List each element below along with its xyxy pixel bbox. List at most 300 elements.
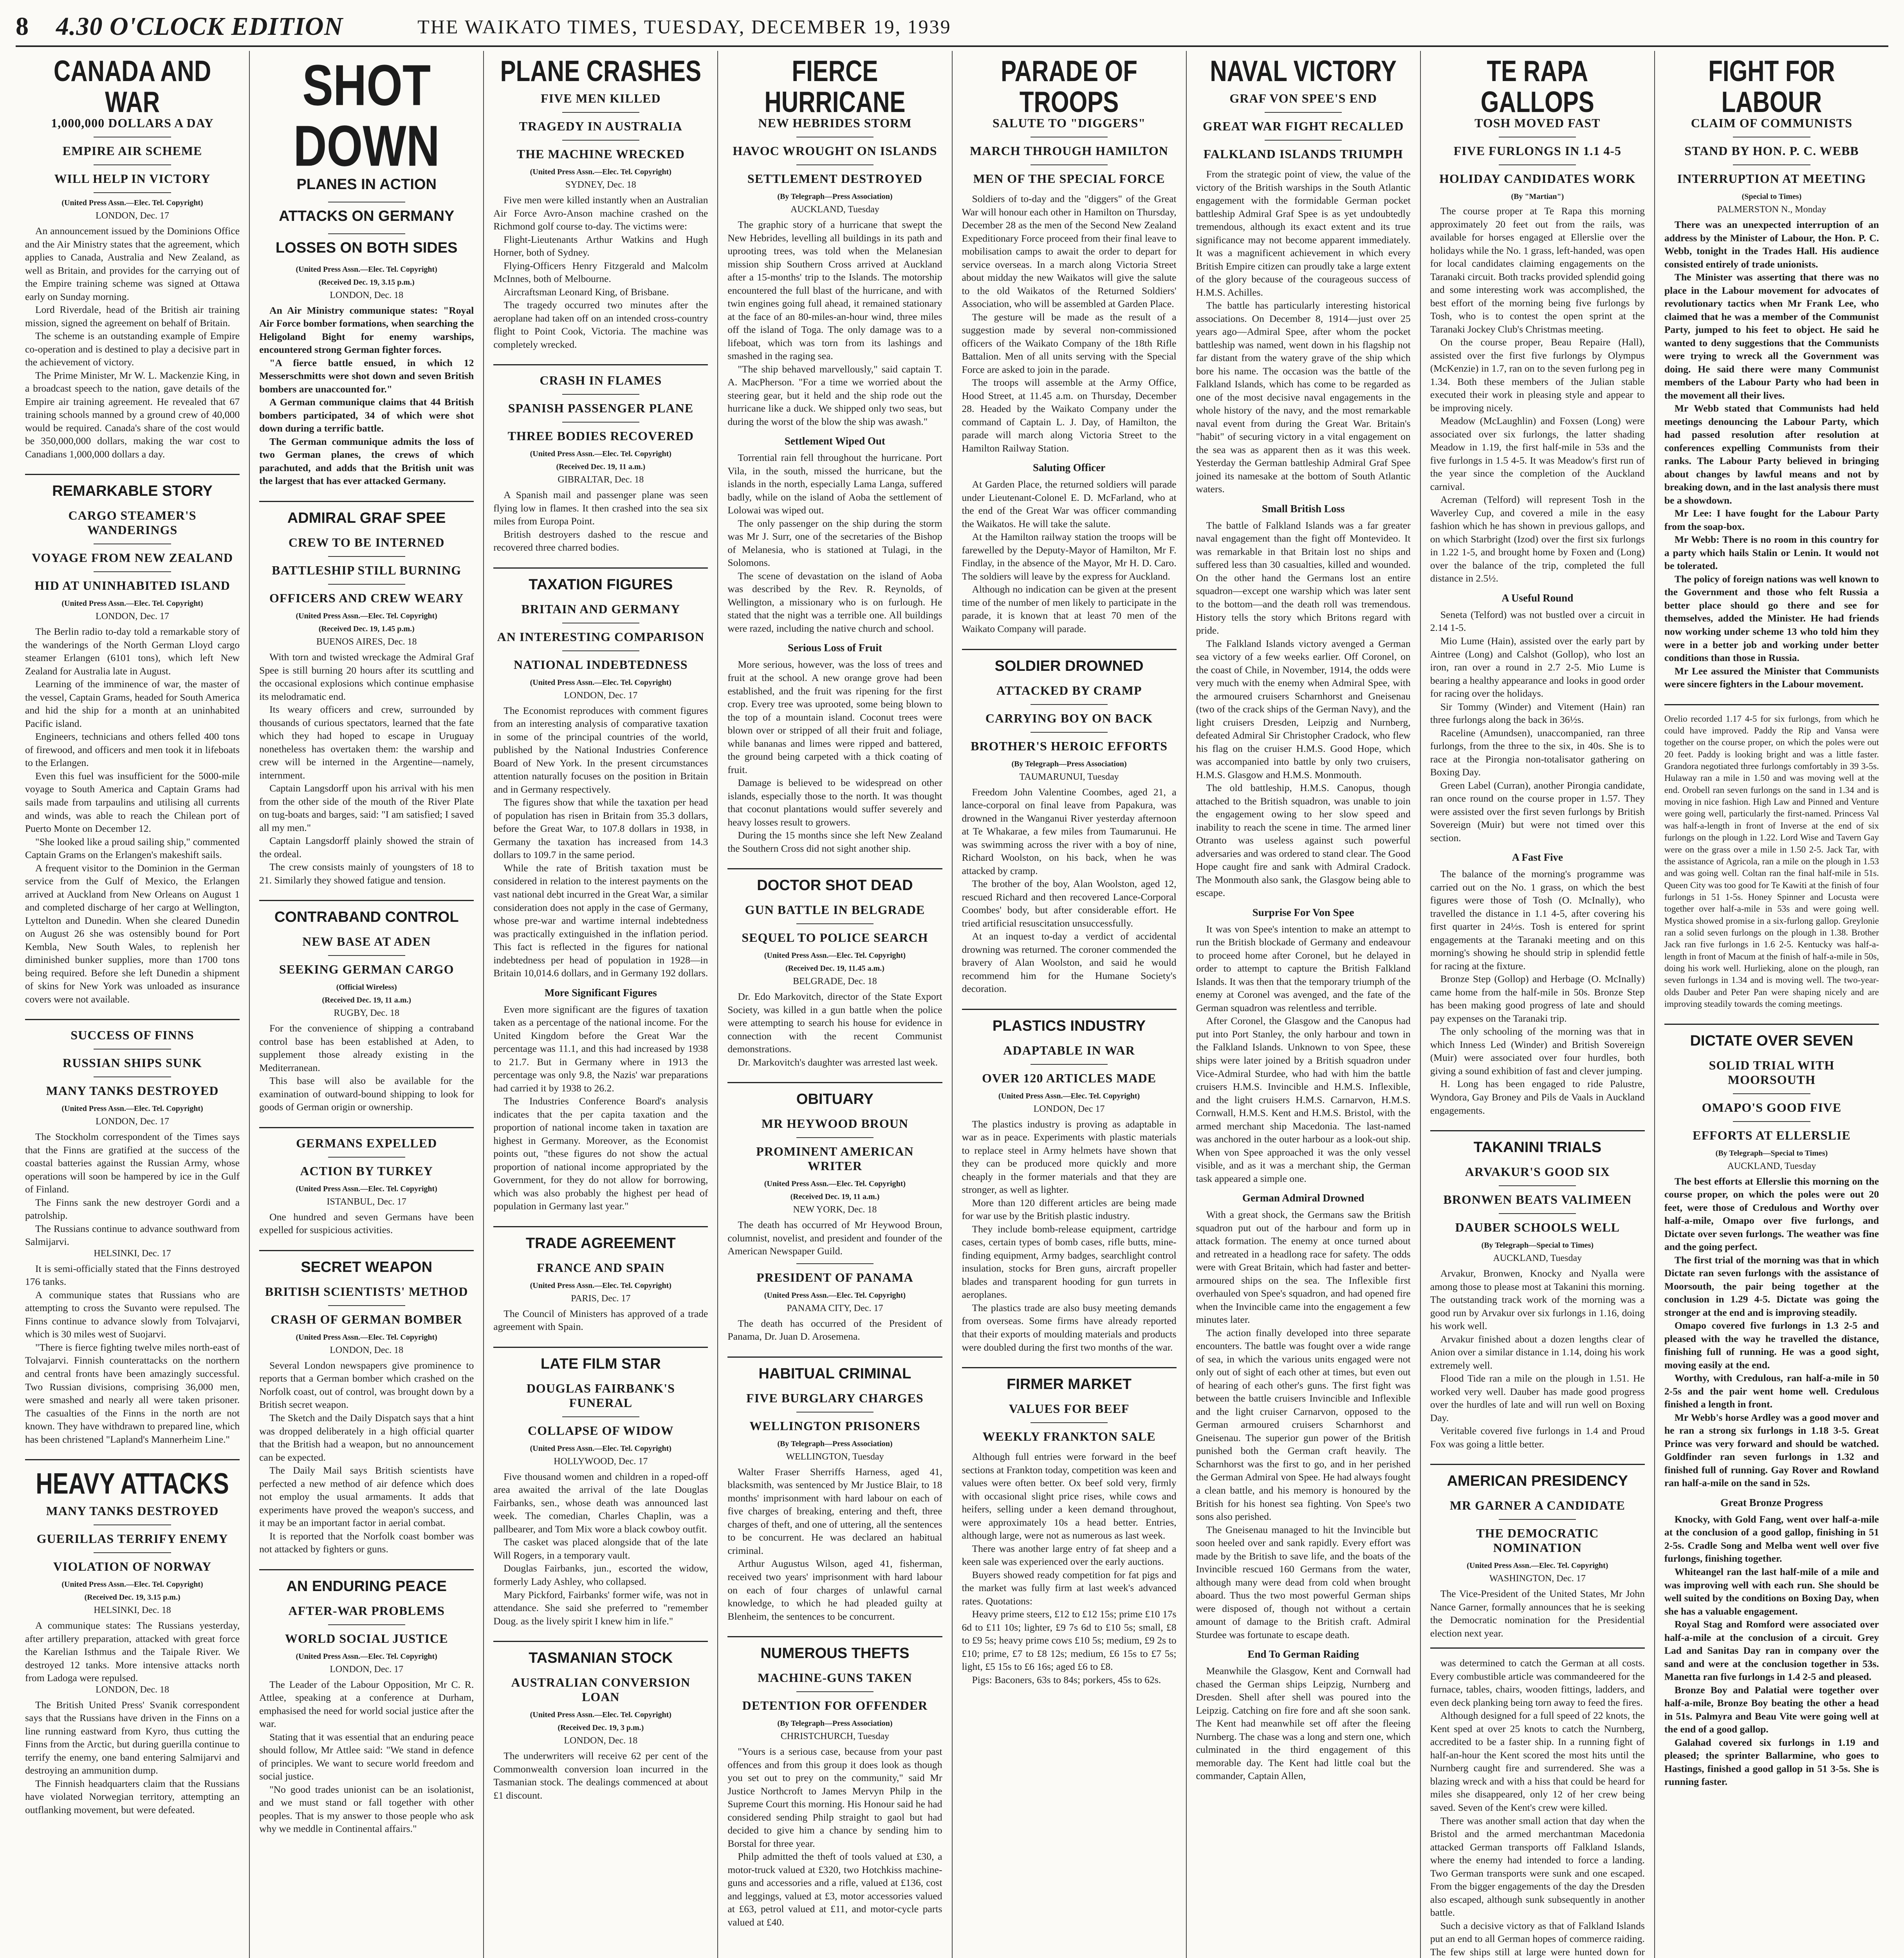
deck: MR HEYWOOD BROUN <box>761 1116 908 1131</box>
paragraph: Douglas Fairbanks, jun., escorted the widow, formerly Lady Ashley, who collapsed. <box>493 1562 708 1587</box>
story-body <box>727 990 942 1069</box>
divider <box>94 164 171 165</box>
story-american-presidency <box>1430 1473 1645 1958</box>
divider <box>562 112 639 113</box>
dateline: PALMERSTON N., Monday <box>1717 204 1826 215</box>
racing-results-continued: Orelio recorded 1.17 4-5 for six furlongs, from which he could have improved. Paddy the Rip and Vansa were together on the course proper, on which the poles were out 20 feet. Paddy is looking bright and was a little faster. Grandora negotiated three furlongs comfortably in 39 3-5s. Hulaway ran a mile in 1.50 and was moving well at the end. Orobell ran seven furlongs on the sand in 1.34 and is moving in nice fashion. High Law and Pinned and Venture were going well, particularly the first-named. Princess Val was half-a-length in front of Inverse at the end of six furlongs on the plough in 1.22. Lord Wise and Tavern Gay were on the grass over a mile in 1.50 2-5. Jack Tar, with the assistance of Agricola, ran a mile on the plough in 1.53 and was going well. Coltan ran the final half-mile in 51s. Queen City was too good for Te Kawiti at the finish of four furlongs in 51 1-5s. Honey Spinner and Locusta were together over half-a-mile in 53s and were going well. Mystica showed promise in a six-furlong gallop. Greylonie ran a solid seven furlongs on the plough in 1.38. Brother Jack ran five furlongs in 1.6 2-5. Kentucky was half-a-length in front of Macum at the finish of half-a-mile in 50s, doing his work well. Hurlieking, alone on the plough, ran seven furlongs in 1.34 and is moving well. The two-year-olds Dauber and Peter Pan were shaping nicely and are improving steadily towards the coming meetings. <box>1664 713 1879 1009</box>
paragraph: The only passenger on the ship during the storm was Mr J. Surr, one of the secretaries of the Bishop of Melanesia, who is stationed at Tulagi, in the Solomons. <box>727 517 942 569</box>
deck: MEN OF THE SPECIAL FORCE <box>973 172 1165 186</box>
paragraph: Meadow (McLaughlin) and Foxsen (Long) were associated over six furlongs, the latter shading Meadow in 1.19, the first half-mile in 53s and the five furlongs in 1.5 4-5. It was Meadow's first run of the year since the completion of the Auckland carnival. <box>1430 415 1645 492</box>
dateline: ISTANBUL, Dec. 17 <box>327 1196 406 1207</box>
divider <box>328 233 405 234</box>
paragraph: Worthy, with Credulous, ran half-a-mile in 50 2-5s and the pair went home well. Credulous finished a length in front. <box>1664 1372 1879 1410</box>
divider <box>1031 732 1108 733</box>
subheading: Surprise For Von Spee <box>1252 906 1354 918</box>
divider <box>328 556 405 557</box>
paragraph: The death has occurred of the President of Panama, Dr. Juan D. Arosemena. <box>727 1317 942 1342</box>
paragraph: Green Label (Curran), another Pirongia candidate, ran once round on the course proper in 1.57. They were assisted over the first seven furlongs by British Sovereign (Muir) but were not timed over this section. <box>1430 779 1645 844</box>
credit-line: (United Press Assn.—Elec. Tel. Copyright) <box>998 1091 1140 1100</box>
story-body <box>493 488 708 554</box>
headline: OBITUARY <box>796 1091 873 1108</box>
paragraph: Acreman (Telford) will represent Tosh in the Waverley Cup, and covered a mile in the easy fashion which he has shown in previous gallops, and on which Starbright (Izod) over the first six furlongs in 1.22 1-5, and brought home by Foxen and (Long) over the balance of the trip, completed the full distance in 2.5½. <box>1430 494 1645 584</box>
divider <box>94 1552 171 1553</box>
divider <box>1031 1422 1108 1423</box>
divider <box>493 1226 708 1227</box>
divider <box>1664 704 1879 705</box>
paragraph: The Finnish headquarters claim that the Russians have violated Norwegian territory, attempting an outflanking movement, but were defeated. <box>25 1777 240 1815</box>
paragraph: The Finns sank the new destroyer Gordi and a patrolship. <box>25 1196 240 1221</box>
divider <box>1031 164 1108 165</box>
divider <box>962 1367 1177 1368</box>
paragraph: Its weary officers and crew, surrounded by thousands of curious spectators, learned that the fate which they had hoped to escape in Uruguay nonetheless has overtaken them: the warship and crew will be interned in the Argentine—namely, internment. <box>259 704 474 781</box>
paragraph: With torn and twisted wreckage the Admiral Graf Spee is still burning 20 hours after its scuttling and the occasional explosions which continue emphasise its melodramatic end. <box>259 651 474 702</box>
paragraph: The policy of foreign nations was well known to the Government and those who felt Russia a better place should go there and see for themselves, added the Minister. He had friends now working under scheme 13 who told him they were in a better job and working under better conditions than those in Russia. <box>1664 573 1879 664</box>
deck: WEEKLY FRANKTON SALE <box>982 1429 1156 1444</box>
divider <box>328 955 405 956</box>
divider <box>1664 1024 1879 1025</box>
paragraph: The German communique admits the loss of two German planes, the crews of which parachuted, and adds that the British unit was the largest that has ever attacked Germany. <box>259 435 474 487</box>
story-fierce-hurricane <box>727 56 942 855</box>
story-body <box>1664 218 1879 691</box>
column-5 <box>953 51 1187 1958</box>
paragraph: During the 15 months since she left New Zealand the Southern Cross did not sight another ship. <box>727 829 942 854</box>
deck: CRASH OF GERMAN BOMBER <box>271 1312 462 1326</box>
subheading: A Useful Round <box>1502 592 1574 604</box>
paragraph: The course proper at Te Rapa this morning approximately 20 feet out from the rails, was available for horses engaged at Ellerslie over the holidays while the No. 1 grass, left-handed, was open for local candidates claiming engagements on the Taranaki circuit. Both tracks provided splendid going and some interesting work was accomplished, the best effort of the morning being five furlongs by Tosh, who is to contest the open sprint at the Taranaki Jockey Club's Christmas meeting. <box>1430 205 1645 335</box>
credit-line: (United Press Assn.—Elec. Tel. Copyright) <box>296 1333 437 1342</box>
deck: BROTHER'S HEROIC EFFORTS <box>971 739 1168 753</box>
paragraph: Arthur Augustus Wilson, aged 41, fisherman, received two years' imprisonment with hard labour on each of four charges of unlawful carnal knowledge, to which he had pleaded guilty at Blenheim, the sentences to be concurrent. <box>727 1558 942 1622</box>
paragraph: The crew consists mainly of youngsters of 18 to 21. Similarly they showed fatigue and tension. <box>259 861 474 886</box>
paragraph: While the rate of British taxation must be considered in relation to the interest payments on the vast national debt incurred in the Great War, a similar consideration does not apply in the case of Germany, whose pre-war and wartime internal indebtedness was practically extinguished in the inflation period. This fact is reflected in the figures for national indebtedness per head of population in 1928—in Britain 10,014.6 dollars, and in Germany 192 dollars. <box>493 862 708 979</box>
deck: PRESIDENT OF PANAMA <box>756 1270 913 1284</box>
paragraph: The casket was placed alongside that of the late Will Rogers, in a temporary vault. <box>493 1536 708 1561</box>
deck: GUERILLAS TERRIFY ENEMY <box>36 1532 228 1546</box>
paragraph: Omapo covered five furlongs in 1.3 2-5 and pleased with the way he travelled the distance, finishing full of running. He was a good sight, moving easily at the end. <box>1664 1320 1879 1371</box>
headline: NAVAL VICTORY <box>1210 54 1397 88</box>
headline: SUCCESS OF FINNS <box>70 1028 194 1042</box>
divider <box>25 1459 240 1460</box>
dateline: BUENOS AIRES, Dec. 18 <box>316 637 417 647</box>
headline: DOCTOR SHOT DEAD <box>757 877 913 894</box>
story-trade-agreement <box>493 1235 708 1333</box>
dateline: CHRISTCHURCH, Tuesday <box>780 1731 890 1742</box>
story-body <box>1430 1587 1645 1640</box>
paragraph: The balance of the morning's programme was carried out on the No. 1 grass, on which the best figures were those of Tosh (O. McInally), who travelled the distance in 1.1 4-5, after covering his first quarter in 24½s. Tosh is entered for sprint engagements at the Taranaki meeting and on this morning's showing he should strip in splendid fettle for racing at the fixture. <box>1430 868 1645 972</box>
subheading: German Admiral Drowned <box>1242 1192 1364 1204</box>
story-body <box>493 1307 708 1333</box>
headline: FIGHT FOR LABOUR <box>1708 54 1835 118</box>
deck: EFFORTS AT ELLERSLIE <box>1693 1128 1851 1142</box>
divider <box>25 474 240 475</box>
paragraph: Aircraftsman Leonard King, of Brisbane. <box>504 286 669 298</box>
deck: RUSSIAN SHIPS SUNK <box>63 1056 202 1070</box>
paragraph: There was another small action that day when the Bristol and the armed merchantman Macedonia attacked German transports off Falkland Islands, where the enemy had intended to force a landing. Two German transports were sunk and one escaped. From the bigger engagements of the day the Dresden also escaped, although sunk subsequently in another battle. <box>1430 1815 1645 1918</box>
paragraph: The graphic story of a hurricane that swept the New Hebrides, levelling all buildings in its path and uprooting trees, was told when the Melanesian mission ship Southern Cross arrived at Auckland after a 15-months' trip to the Islands. The motorship encountered the full blast of the hurricane, and with twin engines going full ahead, it remained stationary at the face of an 80-miles-an-hour wind, three miles off the island of Toga. The only damage was to a lifeboat, which was torn from its lashings and smashed in the raging sea. <box>727 219 942 362</box>
dateline: LONDON, Dec. 17 <box>96 211 170 221</box>
dateline: LONDON, Dec. 17 <box>330 1664 404 1674</box>
divider <box>1031 704 1108 705</box>
story-body <box>493 193 708 351</box>
paragraph: From the strategic point of view, the value of the victory of the British warships in the South Atlantic engagement with the formidable German pocket battleship Admiral Graf Spee is as yet undoubtedly tremendous, although its exact extent and its true significance may not become apparent immediately. It was a magnificent achievement in which every British Empire citizen can proudly take a large extent of the glory because of the courageous success of H.M.S. Achilles. <box>1196 168 1411 298</box>
paragraph: The battle of Falkland Islands was a far greater naval engagement than the fight off Montevideo. It was remarkable in that Britain lost no ships and suffered less than 30 casualties, killed and wounded. On the other hand the Germans lost an entire squadron—except one warship which was later sent to the bottom—and the death roll was tremendous. History tells the story which Britons regard with pride. <box>1196 519 1411 636</box>
headline: SHOT DOWN <box>293 53 440 179</box>
divider <box>1499 1185 1576 1186</box>
divider <box>328 1624 405 1625</box>
divider <box>796 164 873 165</box>
divider <box>1733 1093 1810 1094</box>
paragraph: Soldiers of to-day and the "diggers" of the Great War will honour each other in Hamilton on Thursday, December 28 as the men of the Second New Zealand Expeditionary Force proceed from their final leave to mobilisation camps to await the order to depart for service overseas. In a march along Victoria Street about midday the new Waikatos will give the salute to the old Waikatos of the Returned Soldiers' Association, who will be assembled at Garden Place. <box>962 193 1177 310</box>
deck: HAVOC WROUGHT ON ISLANDS <box>733 144 937 158</box>
paragraph: The British United Press' Svanik correspondent says that the Russians have driven in the Finns on a line running eastward from Kyro, thus cutting the Finns from the Arctic, but during guerilla continue to terrify the enemy, one band entering Salmijarvi and destroying an ammunition dump. <box>25 1699 240 1776</box>
deck: FALKLAND ISLANDS TRIUMPH <box>1203 147 1403 161</box>
paragraph: At the Hamilton railway station the troops will be farewelled by the Deputy-Mayor of Hamilton, Mr F. Findlay, in the absence of the Mayor, Mr H. D. Caro. The soldiers will leave by the express for Auckland. <box>962 531 1177 582</box>
story-graf-spee <box>259 510 474 887</box>
story-enduring-peace <box>259 1578 474 1835</box>
story-body <box>1430 204 1645 1117</box>
paragraph: The gesture will be made as the result of a suggestion made by several non-commissioned officers of the Waikato Company of the 18th Rifle Battalion. Men of all units serving with the Special Force are asked to join in the parade. <box>962 311 1177 375</box>
deck: OFFICERS AND CREW WEARY <box>269 591 464 605</box>
paragraph: An Air Ministry communique states: "Royal Air Force bomber formations, when searching the Heligoland Bight for enemy warships, encountered strong German fighter forces. <box>259 304 474 356</box>
deck: FIVE MEN KILLED <box>541 91 661 105</box>
paragraph: Dr. Markovitch's daughter was arrested last week. <box>738 1056 938 1068</box>
story-body <box>25 224 240 461</box>
paragraph: The Falkland Islands victory avenged a German sea victory of a few weeks earlier. Off Coronel, on the coast of Chile, in November, 1914, the odds were very much with the enemy when Admiral Spee, with the armoured cruisers Scharnhorst and Gneisenau (two of the crack ships of the German Navy), and the light cruisers Dresden, Leipzig and Nurnberg, defeated Admiral Sir Christopher Cradock, who flew his flag on the cruiser H.M.S. Good Hope, which was accompanied into battle by only two cruisers, H.M.S. Glasgow and H.M.S. Monmouth. <box>1196 638 1411 780</box>
received-line: (Received Dec. 19, 11 a.m.) <box>556 462 646 471</box>
story-numerous-thefts <box>727 1645 942 1929</box>
deck: EMPIRE AIR SCHEME <box>62 144 202 158</box>
credit-line: (United Press Assn.—Elec. Tel. Copyright) <box>61 199 203 207</box>
divider <box>1733 164 1810 165</box>
dateline: LONDON, Dec 17 <box>1033 1104 1105 1114</box>
deck: LOSSES ON BOTH SIDES <box>275 239 458 256</box>
subheading: Saluting Officer <box>1032 462 1106 474</box>
dateline: RUGBY, Dec. 18 <box>334 1008 399 1019</box>
divider <box>328 1157 405 1158</box>
story-body <box>493 1749 708 1802</box>
paragraph: Five thousand women and children in a roped-off area awaited the arrival of the late Douglas Fairbanks, sen., whose death was announced last week. The comedian, Charles Chaplin, was a pallbearer, and Tom Mix wore a black cowboy outfit. <box>493 1470 708 1535</box>
paragraph: British destroyers dashed to the rescue and recovered three charred bodies. <box>493 528 708 553</box>
headline: REMARKABLE STORY <box>52 483 213 500</box>
headline: DICTATE OVER SEVEN <box>1690 1032 1853 1049</box>
deck: OMAPO'S GOOD FIVE <box>1702 1100 1842 1114</box>
dateline: HELSINKI, Dec. 18 <box>94 1605 171 1616</box>
divider <box>562 140 639 141</box>
paragraph: Walter Fraser Sherriffs Harness, aged 41, blacksmith, was sentenced by Mr Justice Blair, to 18 months' imprisonment with hard labour on each of five charges of breaking, entering and theft, three charges of theft, and one of uttering, all the sentences to be concurrent. He was declared an habitual criminal. <box>727 1466 942 1556</box>
paragraph: "The ship behaved marvellously," said captain T. A. MacPherson. "For a time we worried about the steering gear, but it held and the ship rode out the hurricane like a duck. We shipped only two seas, but during the worst of the blow the ship was awash." <box>727 363 942 427</box>
headline: AMERICAN PRESIDENCY <box>1447 1473 1628 1490</box>
credit-line: (United Press Assn.—Elec. Tel. Copyright) <box>764 1291 906 1300</box>
divider <box>1265 112 1342 113</box>
paragraph: Royal Stag and Romford were associated over half-a-mile at the conclusion of a circuit. Grey Lad and Sanitas Day ran in company over the sand and were at the conclusion together in 53s. Manetta ran five furlongs in 1.4 2-5 and pleased. <box>1664 1618 1879 1683</box>
deck: SOLID TRIAL WITH MOORSOUTH <box>1709 1058 1835 1087</box>
paragraph: was determined to catch the German at all costs. Every combustible article was commandeered for the furnace, tables, chairs, wooden fittings, ladders, and even deck planking being torn away to feed the fires. <box>1430 1657 1645 1708</box>
deck: OVER 120 ARTICLES MADE <box>982 1071 1157 1085</box>
column-8 <box>1655 51 1888 1958</box>
paragraph: It is reported that the Norfolk coast bomber was not attacked by fighters or guns. <box>259 1530 474 1555</box>
divider <box>727 868 942 869</box>
deck: THREE BODIES RECOVERED <box>507 429 694 443</box>
dateline: GIBRALTAR, Dec. 18 <box>558 475 644 485</box>
paragraph: The Economist reproduces with comment figures from an interesting analysis of comparative taxation in some of the principal countries of the world, published by the National Industries Conference Board of New York. In the present circumstances attention naturally focuses on the position in Britain and in Germany respectively. <box>493 704 708 795</box>
dateline: HELSINKI, Dec. 17 <box>94 1248 171 1259</box>
divider <box>493 1641 708 1642</box>
divider <box>562 650 639 651</box>
deck: BRITAIN AND GERMANY <box>521 601 680 616</box>
paragraph: Buyers showed ready competition for fat pigs and the market was fully firm at last week's advanced rates. Quotations: <box>962 1569 1177 1607</box>
paragraph: The brother of the boy, Alan Woolston, aged 12, rescued Richard and then recovered Lance-Corporal Coombes' body, but after considerable effort. He tried artificial resuscitation unsuccessfully. <box>962 878 1177 929</box>
headline: SECRET WEAPON <box>301 1259 433 1275</box>
deck: ACTION BY TURKEY <box>300 1163 433 1178</box>
paragraph: Although full entries were forward in the beef sections at Frankton today, competition was keen and values were often better. Ox beef sold very, firmly with occasional slight price rises, while cows and heifers, selling under a keen demand throughout, were approximately 10s a head better. Entries, although large, were not as numerous as last week. <box>962 1451 1177 1541</box>
news-columns <box>16 51 1888 1958</box>
paragraph: Philp admitted the theft of tools valued at £30, a motor-truck valued at £320, two Hotchkiss machine-guns and accessories and a rifle, valued at £136, cost and leggings, valued at £3, motor accessories valued at £63, petrol valued at £11, and motor-cycle parts valued at £40. <box>727 1851 942 1928</box>
paragraph: The action finally developed into three separate encounters. The battle was fought over a wide range of sea, in which the various units engaged were not only out of sight of each other at times, but even out of hearing of each other's guns. The first fight was between the battle cruisers Invincible and Inflexible and the light cruiser Carnarvon, opposed to the German armoured cruisers Scharnhorst and Gneisenau. The superior gun power of the British punished both the German craft heavily. The Scharnhorst was the first to go, and in her perished the German Admiral von Spee. He had always fought a clean battle, and his memory is honoured by the British for his honest sea fighting. Von Spee's two sons also perished. <box>1196 1327 1411 1523</box>
headline: TAXATION FIGURES <box>529 576 673 593</box>
credit-line: (By Telegraph—Press Association) <box>777 1439 893 1448</box>
deck: BRITISH SCIENTISTS' METHOD <box>265 1284 468 1299</box>
credit-line: (Special to Times) <box>1742 192 1802 201</box>
paragraph: At Garden Place, the returned soldiers will parade under Lieutenant-Colonel E. D. McFarland, who at the end of the Great War was officer commanding the Waikatos. He will take the salute. <box>962 479 1177 529</box>
paragraph: One hundred and seven Germans have been expelled for suspicious activities. <box>259 1211 474 1236</box>
paragraph: The Leader of the Labour Opposition, Mr C. R. Attlee, speaking at a conference at Durham, emphasised the need for world social justice after the war. <box>259 1678 474 1730</box>
divider <box>259 900 474 901</box>
story-naval-victory <box>1196 56 1411 1783</box>
credit-line: (United Press Assn.—Elec. Tel. Copyright) <box>530 678 671 687</box>
paragraph: The Minister was asserting that there was no place in the Labour movement for advocates of revolutionary tactics when Mr Frank Lee, who claimed that he was a member of the Communist Party, jumped to his feet to object. He said he wanted to deny suggestions that the Communists were trying to wreck all the Government was doing. He said there were many Communist members of the Labour Party who had been in the movement all their lives. <box>1664 271 1879 401</box>
divider <box>727 1357 942 1358</box>
deck: VOYAGE FROM NEW ZEALAND <box>32 551 233 565</box>
story-body <box>1196 168 1411 1783</box>
dateline: NEW YORK, Dec. 18 <box>793 1205 877 1215</box>
paragraph: Freedom John Valentine Coombes, aged 21, a lance-corporal on final leave from Papakura, was drowned in the Wanganui River yesterday afternoon at Te Whakarae, a few miles from Taumarunui. He was swimming across the river with a boy of nine, Richard Woolston, on his back, when he was attacked by cramp. <box>962 786 1177 876</box>
paragraph: It is semi-officially stated that the Finns destroyed 176 tanks. <box>25 1263 240 1288</box>
divider <box>94 571 171 572</box>
divider <box>796 1691 873 1692</box>
story-plastics-industry <box>962 1018 1177 1354</box>
received-line: (Received Dec. 19, 11.45 a.m.) <box>785 964 884 973</box>
paragraph: The Industries Conference Board's analysis indicates that the per capita taxation and the proportion of national income taken in taxation are highest in Germany. Moreover, as the Economist points out, "these figures do not show the actual proportion of national income appropriated by the Government, for they do not allow for borrowing, which was also probably the highest per head of population in Germany last year." <box>493 1095 708 1212</box>
story-late-film-star <box>493 1356 708 1627</box>
paragraph: Whiteangel ran the last half-mile of a mile and was improving well with each run. She should be well suited by the conditions on Boxing Day, when she has a valuable engagement. <box>1664 1566 1879 1617</box>
divider <box>1430 1130 1645 1131</box>
credit-line: (By "Martian") <box>1511 192 1564 201</box>
paragraph: The first trial of the morning was that in which Dictate ran seven furlongs with the assistance of Moorsouth, the pair being together at the conclusion in 1.29 4-5. Dictate was going the stronger at the end and is improving steadily. <box>1664 1254 1879 1318</box>
divider <box>328 584 405 585</box>
deck: DETENTION FOR OFFENDER <box>742 1698 928 1713</box>
story-body <box>1430 1267 1645 1450</box>
deck: NEW BASE AT ADEN <box>302 934 431 949</box>
deck: MACHINE-GUNS TAKEN <box>758 1671 912 1685</box>
divider <box>1499 1519 1576 1520</box>
subheading: Settlement Wiped Out <box>784 435 885 447</box>
column-2 <box>250 51 484 1958</box>
deck: MR GARNER A CANDIDATE <box>1449 1498 1625 1513</box>
paragraph: For the convenience of shipping a contraband control base has been established at Aden, to supplement those already existing in the Mediterranean. <box>259 1022 474 1073</box>
paragraph: Mr Lee: I have fought for the Labour Party from the soap-box. <box>1664 508 1879 532</box>
divider <box>796 923 873 924</box>
divider <box>727 1082 942 1083</box>
headline: TAKANINI TRIALS <box>1473 1139 1602 1156</box>
credit-line: (United Press Assn.—Elec. Tel. Copyright) <box>61 1580 203 1589</box>
deck: BATTLESHIP STILL BURNING <box>272 563 462 577</box>
deck: FIVE BURGLARY CHARGES <box>746 1391 924 1405</box>
story-body <box>259 650 474 887</box>
story-remarkable-story <box>25 483 240 1006</box>
credit-line: (By Telegraph—Press Association) <box>1011 759 1127 768</box>
story-body <box>493 1470 708 1627</box>
story-germans-expelled <box>259 1136 474 1237</box>
paragraph: The battle has particularly interesting historical associations. On December 8, 1914—just over 25 years ago—Admiral Spee, after whom the pocket battleship was named, went down in his flagship not far distant from the watery grave of the ship which bore his name. The occasion was the battle of the Falkland Islands, which has come to be regarded as one of the most decisive naval engagements in the whole history of the navy, and the most remarkable naval event from during the Great War. Britain's "habit" of securing victory in a vital engagement on the sea was as apparent then as it was this week. Yesterday the German battleship Admiral Graf Spee joined its namesake at the bottom of South Atlantic waters. <box>1196 300 1411 495</box>
credit-line: (By Telegraph—Press Association) <box>777 1719 893 1728</box>
paragraph: Arvakur, Bronwen, Knocky and Nyalla were among those to please most at Takanini this morning. The outstanding track work of the morning was a good run by Arvakur over six furlongs in 1.16, doing his work well. <box>1430 1268 1645 1332</box>
story-secret-weapon <box>259 1259 474 1556</box>
deck: PROMINENT AMERICAN WRITER <box>756 1144 914 1173</box>
deck: GUN BATTLE IN BELGRADE <box>745 903 925 917</box>
deck: TRAGEDY IN AUSTRALIA <box>519 119 682 133</box>
divider <box>1499 164 1576 165</box>
dateline: WASHINGTON, Dec. 17 <box>1489 1573 1586 1584</box>
paragraph: The Gneisenau managed to hit the Invincible but soon heeled over and sank rapidly. Every effort was made by the British to save life, and the boats of the Invincible rescued 160 Germans from the water, although many were dead from cold when brought aboard. Thus the two most powerful German ships were disposed of, though not without a certain amount of damage to the British craft. Admiral Sturdee was fortunate to escape death. <box>1196 1524 1411 1640</box>
deck: ATTACKED BY CRAMP <box>996 683 1142 697</box>
deck: HOLIDAY CANDIDATES WORK <box>1439 172 1636 186</box>
paragraph: The figures show that while the taxation per head of population has risen in Britain from 35.3 dollars, before the Great War, to 107.8 dollars in 1938, in Germany the taxation has increased from 14.3 dollars to 109.7 in the same period. <box>493 797 708 861</box>
deck: NATIONAL INDEBTEDNESS <box>514 657 688 672</box>
credit-line: (By Telegraph—Press Association) <box>777 192 893 201</box>
paragraph: There was another large entry of fat sheep and a keen sale was experienced over the early auctions. <box>962 1543 1177 1568</box>
deck: SPANISH PASSENGER PLANE <box>508 401 694 415</box>
dateline: LONDON, Dec. 17 <box>96 1116 170 1127</box>
credit-line: (United Press Assn.—Elec. Tel. Copyright) <box>530 450 671 459</box>
paragraph: Seneta (Telford) was not bustled over a circuit in 2.14 1-5. <box>1430 609 1645 634</box>
deck: FRANCE AND SPAIN <box>537 1260 665 1275</box>
paragraph: Captain Langsdorff upon his arrival with his men from the other side of the mouth of the River Plate on tug-boats and barges, said: "I am satisfied; I saved all my men." <box>259 782 474 833</box>
paragraph: The death has occurred of Mr Heywood Broun, columnist, novelist, and president and founder of the American Newspaper Guild. <box>727 1219 942 1257</box>
paragraph: There was an unexpected interruption of an address by the Minister of Labour, the Hon. P. C. Webb, tonight in the Trades Hall. His audience consisted entirely of trade unionists. <box>1664 219 1879 270</box>
paragraph: The plastics industry is proving as adaptable in war as in peace. Experiments with plastic materials to replace steel in Army helmets have shown that they can be produced more quickly and more cheaply in the former materials and that they are stronger, as well as lighter. <box>962 1118 1177 1196</box>
credit-line: (United Press Assn.—Elec. Tel. Copyright) <box>61 1104 203 1113</box>
dateline: LONDON, Dec. 18 <box>564 1736 638 1746</box>
story-body <box>962 1118 1177 1354</box>
story-body <box>727 1465 942 1623</box>
paragraph: Pigs: Baconers, 63s to 84s; porkers, 45s to 62s. <box>972 1674 1161 1685</box>
divider <box>796 1137 873 1138</box>
paragraph: Dr. Edo Markovitch, director of the State Export Society, was killed in a gun battle when the police were attempting to search his house for evidence in connection with the recent Communist demonstrations. <box>727 991 942 1055</box>
credit-line: (United Press Assn.—Elec. Tel. Copyright) <box>530 168 671 176</box>
paragraph: The old battleship, H.M.S. Canopus, though attached to the British squadron, was unable to join the engagement owing to her slow speed and inability to reach the scene in time. The armed liner Otranto was useless against such powerful adversaries and was ordered to stand clear. The Good Hope caught fire and sank with Admiral Cradock. The Monmouth also sank, the Glasgow being able to escape. <box>1196 782 1411 899</box>
paragraph: Knocky, with Gold Fang, went over half-a-mile at the conclusion of a good gallop, finishing in 51 2-5s. Cradle Song and Melba went well over five furlongs, finishing together. <box>1664 1513 1879 1564</box>
paragraph: Five men were killed instantly when an Australian Air Force Avro-Anson machine crashed on the Richmond golf course to-day. The victims were: <box>493 194 708 232</box>
paragraph: Lord Riverdale, head of the British air training mission, signed the agreement on behalf of Britain. <box>25 304 240 329</box>
dateline: SYDNEY, Dec. 18 <box>565 180 636 190</box>
credit-line: (United Press Assn.—Elec. Tel. Copyright) <box>296 265 437 274</box>
credit-line: (United Press Assn.—Elec. Tel. Copyright) <box>764 1179 906 1189</box>
credit-line: (By Telegraph—Special to Times) <box>1715 1149 1828 1158</box>
story-body <box>259 1359 474 1556</box>
paragraph: The Council of Ministers has approved of a trade agreement with Spain. <box>493 1308 708 1333</box>
deck: CARGO STEAMER'S WANDERINGS <box>68 508 197 537</box>
story-taxation-figures <box>493 576 708 1213</box>
paragraph: Torrential rain fell throughout the hurricane. Port Vila, in the south, missed the hurricane, but the islands in the north, especially Lama Langa, suffered badly, while on the island of Aoba the settlement of Lolowai was wiped out. <box>727 452 942 516</box>
credit-line: (By Telegraph—Special to Times) <box>1481 1241 1594 1250</box>
credit-line: (United Press Assn.—Elec. Tel. Copyright) <box>530 1444 671 1453</box>
paragraph: The scene of devastation on the island of Aoba was described by the Rev. R. Reynolds, of Wellington, a missionary who is on furlough. He stated that the night was a terrible one. All buildings were razed, including the native church and school. <box>727 570 942 634</box>
paragraph: At an inquest to-day a verdict of accidental drowning was returned. The coroner commended the bravery of Alan Woolston, and said he would recommend him for the Humane Society's decoration. <box>962 930 1177 995</box>
paragraph: The Stockholm correspondent of the Times says that the Finns are gratified at the success of the coastal batteries against the Russian Army, whose operations will soon be hampered by ice in the Gulf of Finland. <box>25 1131 240 1195</box>
paragraph: Although no indication can be given at the present time of the number of men likely to participate in the parade, it is known that at least 70 men of the Waikato Company will parade. <box>962 583 1177 634</box>
story-body <box>962 192 1177 636</box>
deck: INTERRUPTION AT MEETING <box>1677 172 1866 186</box>
paragraph: A communique states: The Russians yesterday, after artillery preparation, attacked with great force the Karelian Isthmus and the Taipale River. We destroyed 12 tanks. More intensive attacks north from Ladoga were repulsed. <box>25 1620 240 1684</box>
story-heavy-attacks <box>25 1468 240 1816</box>
paragraph: The Russians continue to advance southward from Salmijarvi. <box>25 1223 240 1248</box>
divider <box>493 364 708 365</box>
paragraph: Flying-Officers Henry Fitzgerald and Malcolm McInnes, both of Melbourne. <box>493 260 708 285</box>
deck: NEW HEBRIDES STORM <box>758 116 912 130</box>
deck: THE MACHINE WRECKED <box>516 147 685 161</box>
credit-line: (United Press Assn.—Elec. Tel. Copyright) <box>530 1281 671 1290</box>
paragraph: The Vice-President of the United States, Mr John Nance Garner, formally announces that he is seeking the Democratic nomination for the Presidential election next year. <box>1430 1588 1645 1639</box>
headline: NUMEROUS THEFTS <box>760 1645 910 1662</box>
story-shot-down <box>259 53 474 488</box>
credit-line: (United Press Assn.—Elec. Tel. Copyright) <box>296 1652 437 1661</box>
credit-line: (United Press Assn.—Elec. Tel. Copyright) <box>764 951 906 960</box>
received-line: (Received Dec. 19, 3.15 p.m.) <box>84 1593 180 1602</box>
paragraph: H. Long has been engaged to ride Palustre, Wyndora, Gay Broney and Pils de Vaals in Auckland engagements. <box>1430 1078 1645 1116</box>
divider <box>1499 1213 1576 1214</box>
paragraph: The Daily Mail says British scientists have perfected a new method of air defence which does not employ the usual armaments. It adds that experiments have proved the weapon's success, and it may be an important factor in aerial combat. <box>259 1465 474 1529</box>
deck: THE DEMOCRATIC NOMINATION <box>1476 1526 1599 1555</box>
deck: DOUGLAS FAIRBANK'S FUNERAL <box>526 1381 675 1410</box>
story-canada-war <box>25 56 240 461</box>
deck: GREAT WAR FIGHT RECALLED <box>1203 119 1404 133</box>
divider <box>1265 140 1342 141</box>
divider <box>562 422 639 423</box>
paragraph: Mr Webb's horse Ardley was a good mover and he ran a strong six furlongs in 1.18 3-5. Great Prince was very forward and should be watched. Goldfinder ran seven furlongs in 1.32 and finished full of running. Gay Rover and Rowland ran half-a-mile on the sand in 52s. <box>1664 1411 1879 1489</box>
deck: AFTER-WAR PROBLEMS <box>288 1603 445 1618</box>
headline: TASMANIAN STOCK <box>529 1650 673 1667</box>
paragraph: "There is fierce fighting twelve miles north-east of Tolvajarvi. Finnish counterattacks on the northern and central fronts have been amazingly successful. Two Russian divisions, comprising 36,000 men, were smashed and nearly all were taken prisoner. The casualties of the Finns in the north are not known. They have withdrawn to prepared line, which has been christened "Lapland's Mannerheim Line." <box>25 1341 240 1445</box>
paragraph: The best efforts at Ellerslie this morning on the course proper, on which the poles were out 20 feet, were those of Credulous and Worthy over half-a-mile, Omapo over five furlongs, and Dictate over seven furlongs. The weather was fine and the going perfect. <box>1664 1175 1879 1253</box>
subheading: More Significant Figures <box>544 986 657 999</box>
newspaper-title: THE WAIKATO TIMES, TUESDAY, DECEMBER 19, 1939 <box>417 16 951 38</box>
headline: GERMANS EXPELLED <box>296 1136 437 1150</box>
paragraph: Such a decisive victory as that of Falkland Islands put an end to all German hopes of commerce raiding. The few ships still at large were hunted down for <box>1430 1920 1645 1958</box>
headline: ADMIRAL GRAF SPEE <box>287 510 446 526</box>
headline: FIRMER MARKET <box>1007 1376 1132 1393</box>
paragraph: Mio Lume (Hain), assisted over the early part by Aintree (Long) and Calshot (Gollop), who lost an iron, ran over a round in 2.7 2-5. Mio Lume is bearing a healthy appearance and looks in good order for racing over the holidays. <box>1430 635 1645 699</box>
paragraph: Flood Tide ran a mile on the plough in 1.51. He worked very well. Dauber has made good progress over the hurdles of late and will run well on Boxing Day. <box>1430 1373 1645 1423</box>
credit-line: (United Press Assn.—Elec. Tel. Copyright) <box>61 599 203 608</box>
paragraph: The troops will assemble at the Army Office, Hood Street, at 11.45 a.m. on Thursday, December 28. Headed by the Waikato Company under the command of Captain L. J. Day, of Hamilton, the parade will march along Victoria Street to the Hamilton Railway Station. <box>962 377 1177 454</box>
story-crash-in-flames <box>493 373 708 554</box>
divider <box>1733 1121 1810 1122</box>
divider <box>727 1636 942 1637</box>
dateline: TAUMARUNUI, Tuesday <box>1019 771 1119 782</box>
story-dictate-over-seven <box>1664 1033 1879 1788</box>
paragraph: The tragedy occurred two minutes after the aeroplane had taken off on an intended cross-country flight to Point Cook, Victoria. The machine was completely wrecked. <box>493 299 708 350</box>
story-body <box>25 1619 240 1816</box>
column-7 <box>1421 51 1655 1958</box>
story-te-rapa-gallops <box>1430 56 1645 1117</box>
divider <box>259 1569 474 1570</box>
paragraph: The Prime Minister, Mr W. L. Mackenzie King, in a broadcast speech to the nation, gave details of the Empire air training agreement. He revealed that 67 training schools manned by a ground crew of 40,000 would be required. Canada's share of the cost would be 350,000,000 dollars, making the war cost to Canadians 1,000,000 dollars a day. <box>25 369 240 460</box>
headline: CRASH IN FLAMES <box>540 373 662 388</box>
deck: STAND BY HON. P. C. WEBB <box>1684 144 1859 158</box>
dateline: LONDON, Dec. 18 <box>96 1684 170 1695</box>
deck: SEEKING GERMAN CARGO <box>279 962 454 977</box>
story-body <box>1664 1175 1879 1788</box>
